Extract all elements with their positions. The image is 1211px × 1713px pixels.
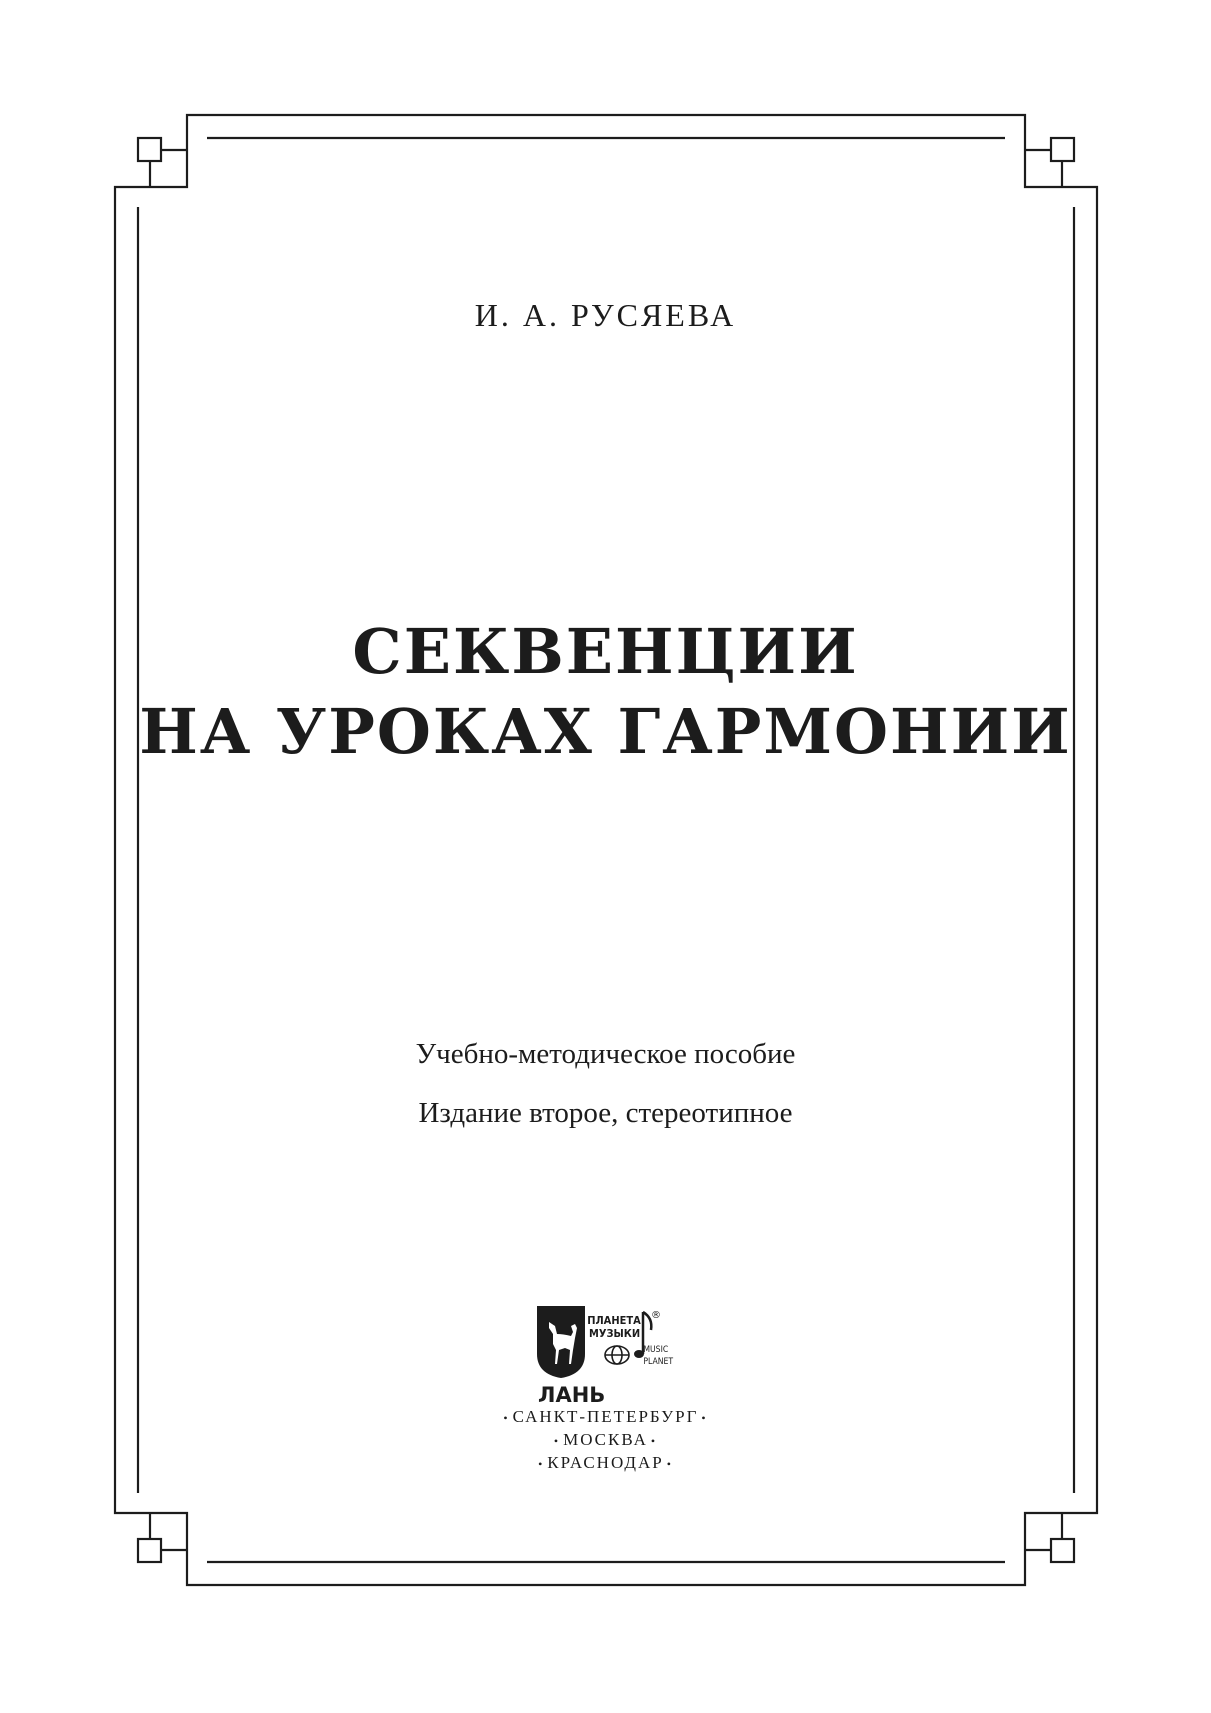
corner-square-top-left bbox=[138, 138, 161, 161]
globe-icon bbox=[605, 1346, 629, 1364]
planet-label-line-1: ПЛАНЕТА bbox=[587, 1314, 641, 1328]
music-planet-line-1: MUSIC bbox=[643, 1343, 669, 1355]
corner-square-bottom-left bbox=[138, 1539, 161, 1562]
planet-label-line-2: МУЗЫКИ bbox=[589, 1327, 641, 1341]
planeta-muzyki-logo bbox=[587, 1310, 674, 1366]
city-line: • КРАСНОДАР • bbox=[538, 1453, 673, 1473]
publisher-cities bbox=[0, 1406, 1211, 1475]
city-line: • САНКТ-ПЕТЕРБУРГ • bbox=[503, 1407, 708, 1426]
city-name: МОСКВА bbox=[563, 1430, 648, 1450]
book-title-line-1: СЕКВЕНЦИИ bbox=[352, 615, 859, 688]
book-title bbox=[0, 612, 1211, 772]
corner-square-bottom-right bbox=[1051, 1539, 1074, 1562]
publication-type: Учебно-методическое пособие bbox=[415, 1038, 796, 1070]
city-line: • МОСКВА • bbox=[553, 1430, 658, 1450]
music-planet-line-2: PLANET bbox=[643, 1355, 674, 1367]
registered-mark: ® bbox=[651, 1310, 661, 1321]
city-name: КРАСНОДАР bbox=[547, 1453, 664, 1473]
lan-wordmark: ЛАНЬ bbox=[538, 1383, 606, 1406]
author-name: И. А. РУСЯЕВА bbox=[474, 297, 737, 333]
book-title-line-2: НА УРОКАХ ГАРМОНИИ bbox=[139, 695, 1072, 768]
city-name: САНКТ-ПЕТЕРБУРГ bbox=[512, 1407, 699, 1426]
corner-square-top-right bbox=[1051, 138, 1074, 161]
edition-note: Издание второе, стереотипное bbox=[418, 1097, 793, 1129]
publisher-logos bbox=[535, 1304, 695, 1406]
